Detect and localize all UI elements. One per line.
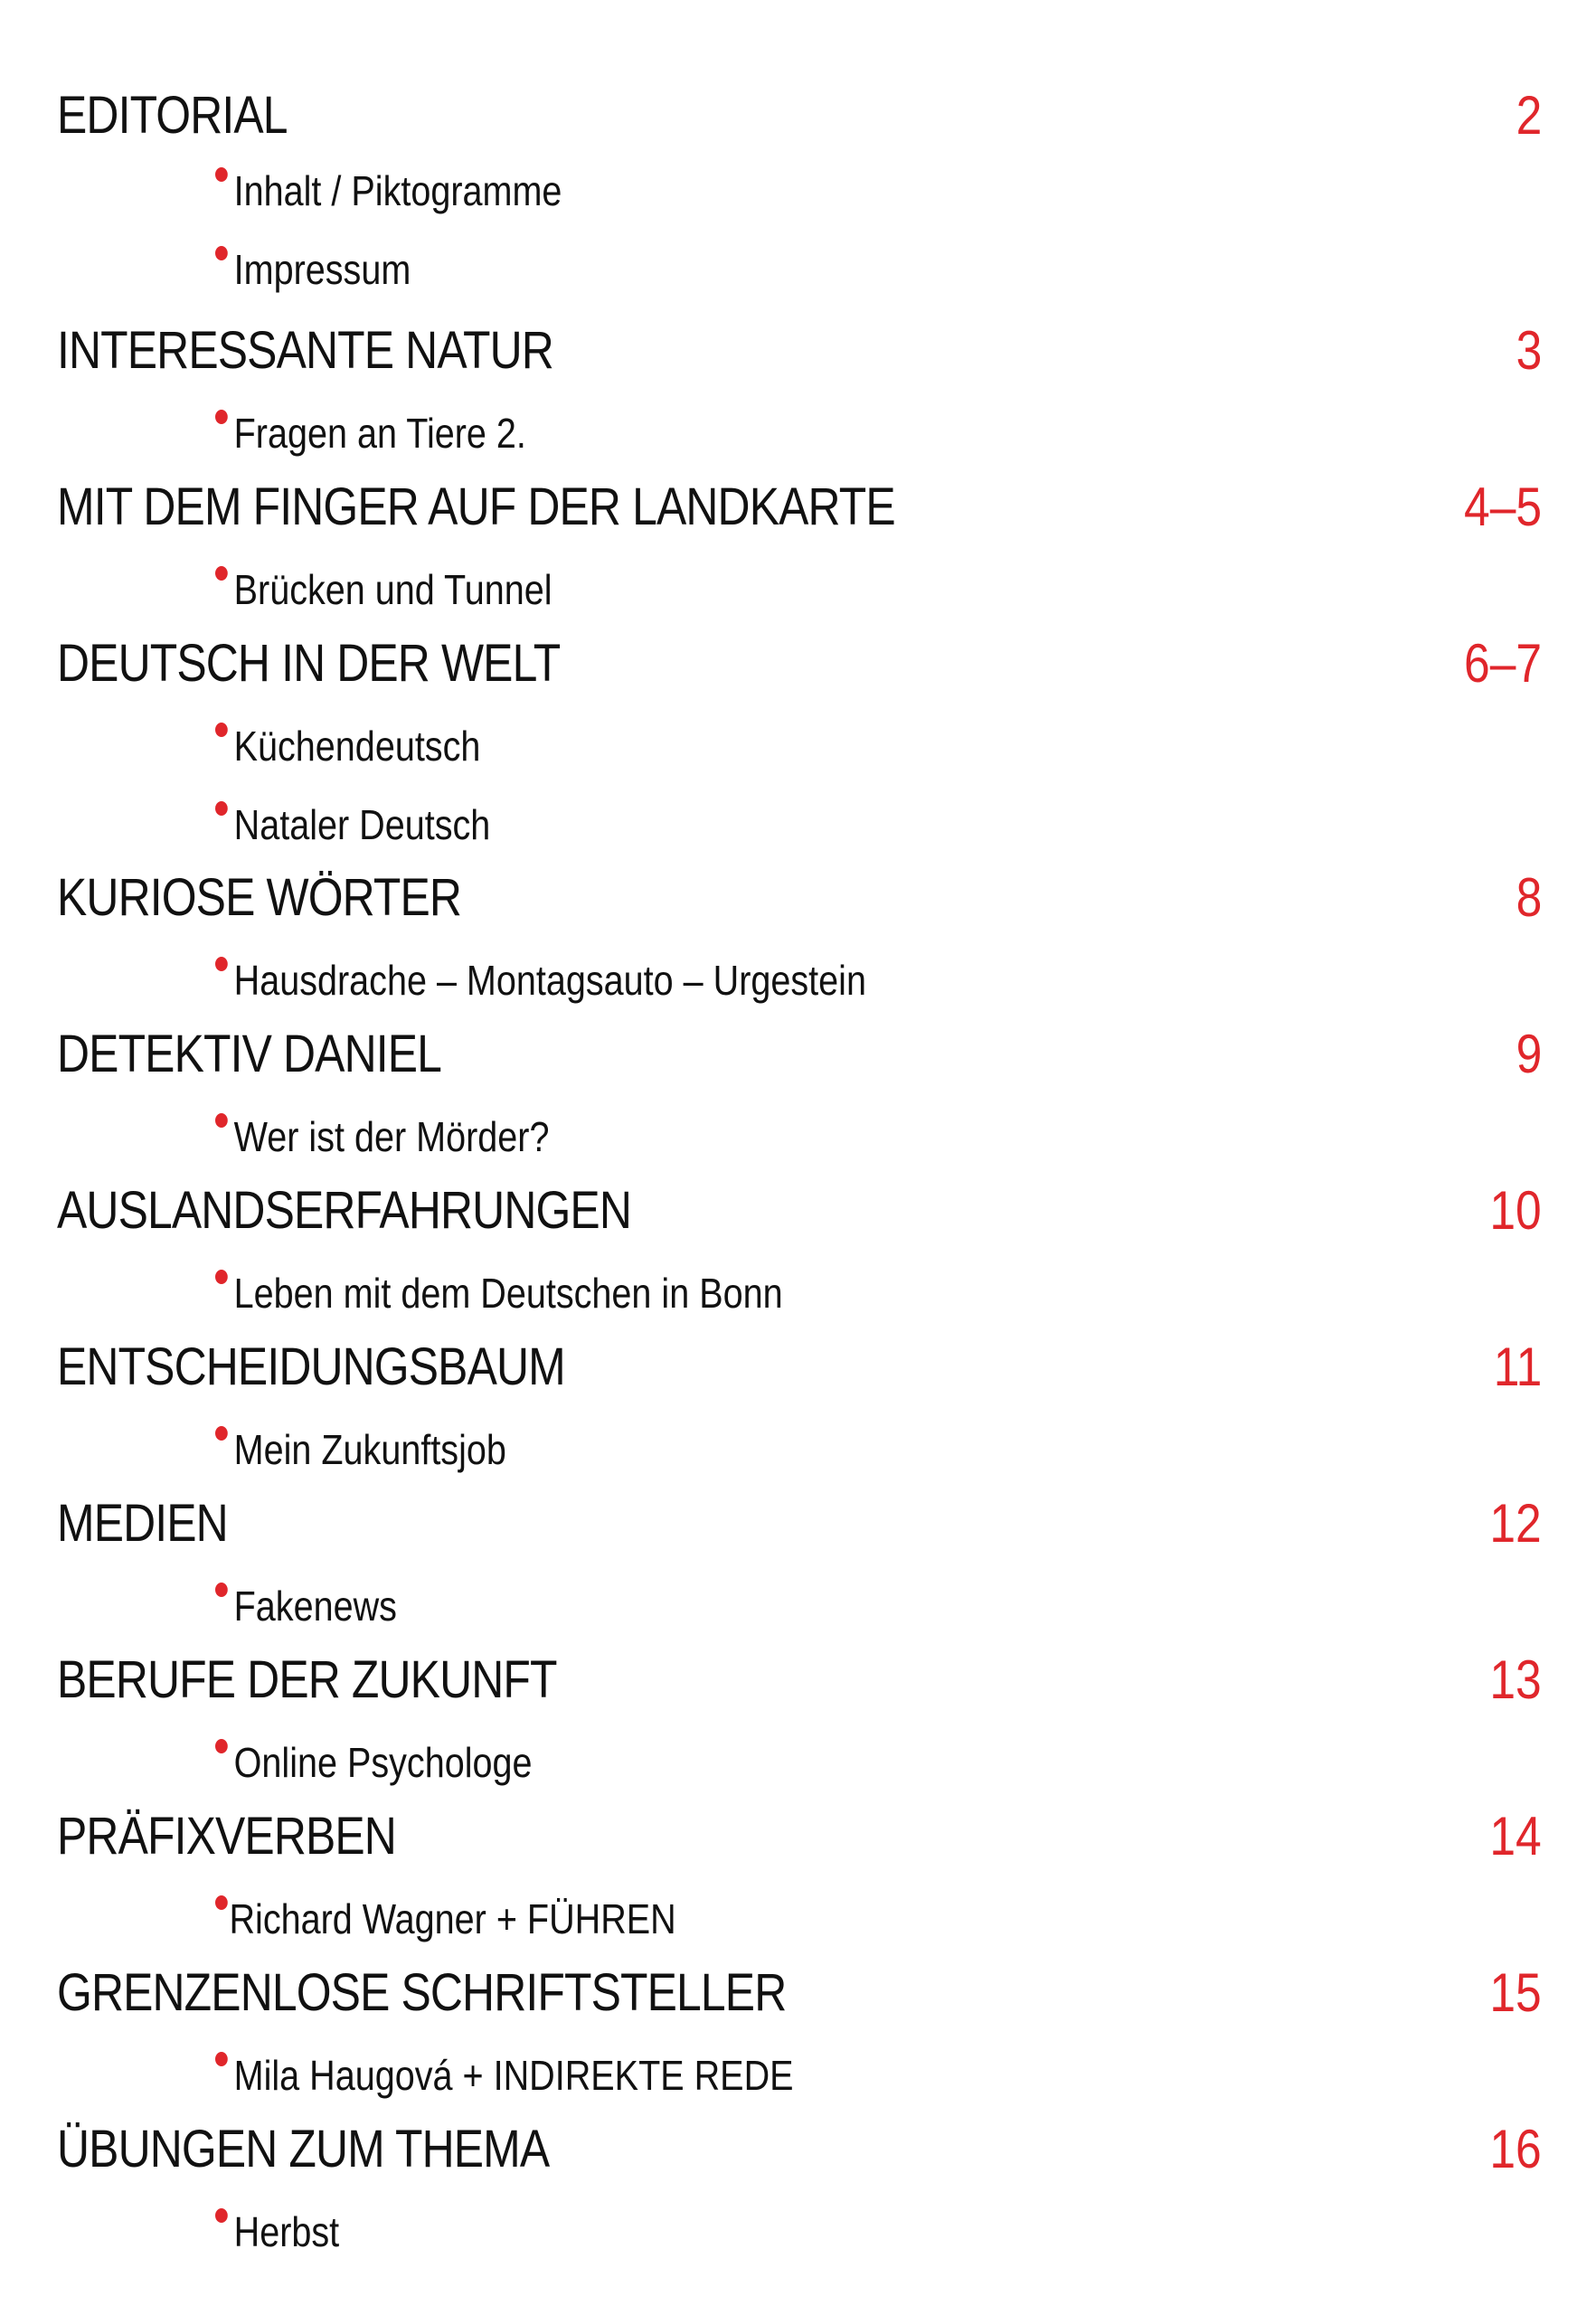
page-number: 15 (1489, 1962, 1542, 2023)
sub-item (215, 955, 866, 1006)
red-dot-bullet-icon (215, 2208, 228, 2223)
section-title: DETEKTIV DANIEL (57, 1025, 442, 1083)
section-title: ÜBUNGEN ZUM THEMA (57, 2120, 550, 2178)
section-title: MIT DEM FINGER AUF DER LANDKARTE (57, 477, 895, 536)
sub-item (215, 721, 480, 771)
section-title: INTERESSANTE NATUR (57, 321, 553, 380)
sub-item (215, 165, 562, 216)
section-title: EDITORIAL (57, 86, 288, 145)
sub-item-label: Mein Zukunftsjob (233, 1426, 506, 1473)
page-number: 3 (1516, 320, 1542, 381)
sub-item-label: Impressum (233, 246, 411, 293)
sub-item (215, 2206, 339, 2257)
red-dot-bullet-icon (215, 1270, 228, 1284)
sub-item (215, 1268, 783, 1318)
page-number: 12 (1489, 1493, 1542, 1554)
sub-item (215, 1424, 506, 1475)
page-number: 2 (1516, 85, 1542, 146)
red-dot-bullet-icon (215, 801, 228, 816)
sub-item (215, 1581, 397, 1631)
red-dot-bullet-icon (215, 2052, 228, 2066)
sub-item-label: Fakenews (233, 1583, 397, 1630)
red-dot-bullet-icon (215, 723, 228, 737)
sub-item-label: Richard Wagner + FÜHREN (229, 1895, 676, 1942)
section-title: DEUTSCH IN DER WELT (57, 634, 561, 693)
sub-item (215, 2050, 794, 2101)
page-number: 11 (1493, 1337, 1542, 1397)
sub-item (215, 408, 526, 458)
red-dot-bullet-icon (215, 1739, 228, 1753)
section-title: MEDIEN (57, 1494, 228, 1553)
sub-item-label: Herbst (233, 2208, 340, 2255)
page-number: 10 (1489, 1180, 1542, 1241)
page-number: 13 (1489, 1649, 1542, 1710)
sub-item-label: Wer ist der Mörder? (233, 1113, 550, 1160)
sub-item (215, 1111, 549, 1162)
section-title: GRENZENLOSE SCHRIFTSTELLER (57, 1963, 787, 2022)
sub-item-label: Leben mit dem Deutschen in Bonn (233, 1270, 783, 1317)
sub-item-label: Fragen an Tiere 2. (233, 410, 526, 457)
page-number: 8 (1516, 867, 1542, 928)
sub-item-label: Mila Haugová + INDIREKTE REDE (233, 2052, 794, 2099)
page-number: 4–5 (1463, 477, 1542, 537)
red-dot-bullet-icon (215, 246, 228, 260)
sub-item (215, 1894, 676, 1944)
page-number: 16 (1489, 2119, 1542, 2179)
sub-item-label: Inhalt / Piktogramme (233, 167, 562, 214)
sub-item (215, 1737, 533, 1788)
sub-item-label: Brücken und Tunnel (233, 566, 552, 613)
sub-item (215, 244, 411, 295)
sub-item-label: Hausdrache – Montagsauto – Urgestein (233, 957, 866, 1004)
sub-item (215, 799, 490, 850)
red-dot-bullet-icon (215, 1113, 228, 1128)
red-dot-bullet-icon (215, 566, 228, 581)
red-dot-bullet-icon (215, 410, 228, 424)
sub-item-label: Küchendeutsch (233, 723, 481, 770)
sub-item (215, 564, 552, 615)
sub-item-label: Online Psychologe (233, 1739, 533, 1786)
section-title: BERUFE DER ZUKUNFT (57, 1650, 557, 1709)
section-title: ENTSCHEIDUNGSBAUM (57, 1337, 565, 1396)
red-dot-bullet-icon (215, 1583, 228, 1597)
sub-item-label: Nataler Deutsch (233, 801, 491, 848)
page-number: 6–7 (1463, 633, 1542, 694)
red-dot-bullet-icon (215, 957, 228, 971)
section-title: KURIOSE WÖRTER (57, 868, 462, 927)
red-dot-bullet-icon (215, 167, 228, 182)
red-dot-bullet-icon (215, 1426, 228, 1441)
page-number: 9 (1516, 1024, 1542, 1084)
section-title: PRÄFIXVERBEN (57, 1807, 396, 1866)
page-number: 14 (1489, 1806, 1542, 1866)
red-dot-bullet-icon (215, 1895, 228, 1910)
section-title: AUSLANDSERFAHRUNGEN (57, 1181, 632, 1240)
